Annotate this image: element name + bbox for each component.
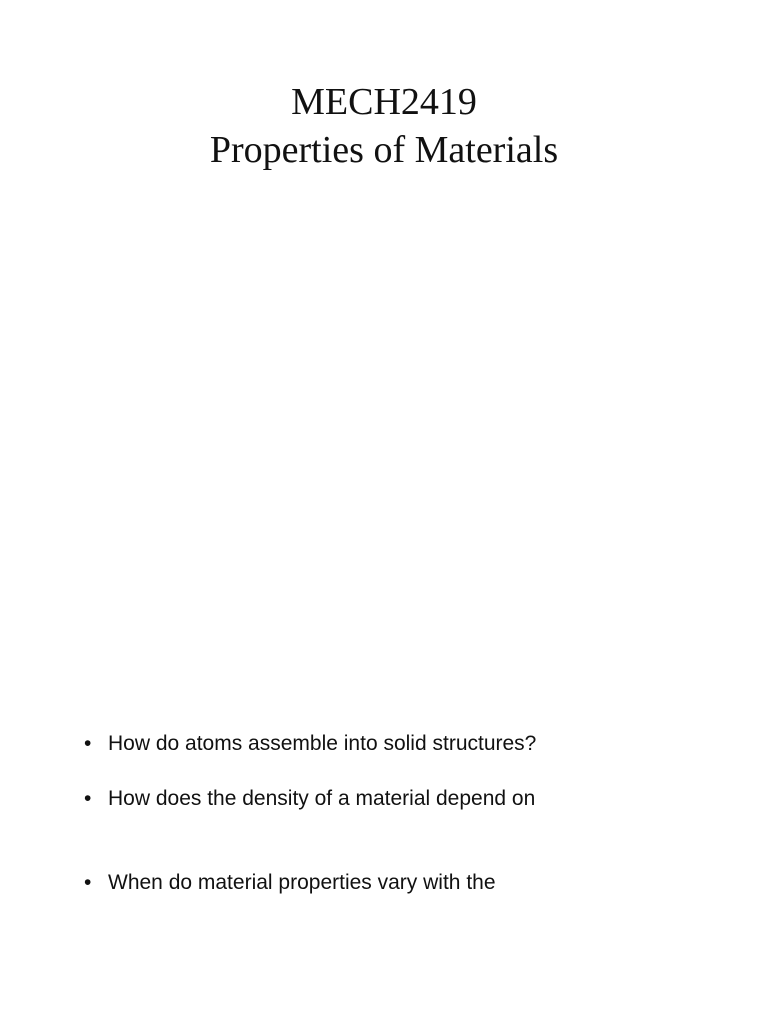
bullet-item bbox=[84, 869, 496, 897]
bullet-text: How does the density of a material depend on bbox=[108, 787, 536, 810]
bullet-marker: • bbox=[84, 871, 92, 894]
slide-title bbox=[0, 78, 768, 174]
course-code: MECH2419 bbox=[291, 81, 477, 123]
bullet-marker: • bbox=[84, 787, 92, 810]
bullet-text: How do atoms assemble into solid structures? bbox=[108, 732, 537, 755]
bullet-item bbox=[84, 730, 536, 758]
bullet-item bbox=[84, 785, 535, 813]
course-name: Properties of Materials bbox=[209, 129, 559, 171]
bullet-marker: • bbox=[84, 732, 92, 755]
bullet-text: When do material properties vary with the bbox=[108, 871, 496, 894]
